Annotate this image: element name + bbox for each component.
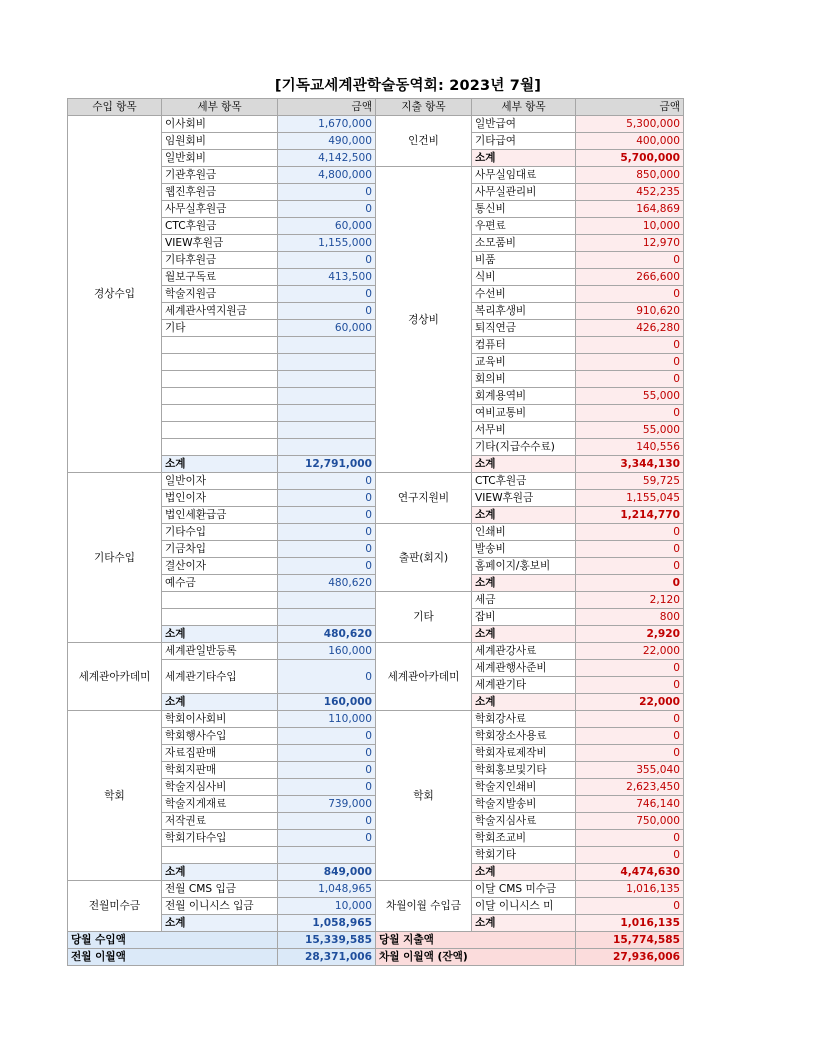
income-item-label: CTC후원금 bbox=[162, 218, 278, 235]
income-item-amount: 0 bbox=[278, 830, 376, 847]
expense-item-amount: 0 bbox=[576, 677, 684, 694]
expense-item-label: 컴퓨터 bbox=[472, 337, 576, 354]
income-item-amount: 0 bbox=[278, 184, 376, 201]
income-amount-header: 금액 bbox=[278, 99, 376, 116]
income-item-amount: 0 bbox=[278, 303, 376, 320]
expense-subtotal-amount: 4,474,630 bbox=[576, 864, 684, 881]
income-total-label: 당월 수입액 bbox=[68, 932, 278, 949]
expense-item-amount: 1,155,045 bbox=[576, 490, 684, 507]
expense-item-amount: 750,000 bbox=[576, 813, 684, 830]
income-total-label: 전월 이월액 bbox=[68, 949, 278, 966]
expense-item-label: 세금 bbox=[472, 592, 576, 609]
expense-item-amount: 2,120 bbox=[576, 592, 684, 609]
expense-item-label: 인쇄비 bbox=[472, 524, 576, 541]
expense-item-amount: 2,623,450 bbox=[576, 779, 684, 796]
income-item-label: 학회지판매 bbox=[162, 762, 278, 779]
expense-item-label: 여비교통비 bbox=[472, 405, 576, 422]
income-item-label bbox=[162, 337, 278, 354]
expense-subtotal-label: 소계 bbox=[472, 150, 576, 167]
expense-item-amount: 59,725 bbox=[576, 473, 684, 490]
income-item-label: 학회행사수입 bbox=[162, 728, 278, 745]
expense-subtotal-amount: 3,344,130 bbox=[576, 456, 684, 473]
expense-item-amount: 355,040 bbox=[576, 762, 684, 779]
income-item-label: 세계관기타수입 bbox=[162, 660, 278, 694]
expense-item-label: 학술지인쇄비 bbox=[472, 779, 576, 796]
income-item-label: 월보구독료 bbox=[162, 269, 278, 286]
income-item-label: 이사회비 bbox=[162, 116, 278, 133]
expense-item-amount: 0 bbox=[576, 371, 684, 388]
income-item-amount: 10,000 bbox=[278, 898, 376, 915]
income-item-label: 저작권료 bbox=[162, 813, 278, 830]
income-item-label: VIEW후원금 bbox=[162, 235, 278, 252]
income-category-cell: 기타수입 bbox=[68, 473, 162, 643]
expense-item-amount: 0 bbox=[576, 354, 684, 371]
expense-item-label: 기타급여 bbox=[472, 133, 576, 150]
expense-item-label: 교육비 bbox=[472, 354, 576, 371]
income-category-cell: 경상수입 bbox=[68, 116, 162, 473]
expense-item-amount: 0 bbox=[576, 847, 684, 864]
expense-item-label: 발송비 bbox=[472, 541, 576, 558]
expense-item-label: 학술지심사료 bbox=[472, 813, 576, 830]
income-item-label: 임원회비 bbox=[162, 133, 278, 150]
expense-item-amount: 5,300,000 bbox=[576, 116, 684, 133]
expense-item-amount: 55,000 bbox=[576, 388, 684, 405]
income-item-label: 전월 이니시스 입금 bbox=[162, 898, 278, 915]
income-item-label: 결산이자 bbox=[162, 558, 278, 575]
expense-item-amount: 0 bbox=[576, 898, 684, 915]
expense-item-label: 학회기타 bbox=[472, 847, 576, 864]
expense-item-amount: 0 bbox=[576, 558, 684, 575]
expense-item-label: 이달 CMS 미수금 bbox=[472, 881, 576, 898]
income-subtotal-amount: 849,000 bbox=[278, 864, 376, 881]
expense-subtotal-amount: 1,214,770 bbox=[576, 507, 684, 524]
expense-item-label: 우편료 bbox=[472, 218, 576, 235]
expense-category-cell: 세계관아카데미 bbox=[376, 643, 472, 711]
expense-item-label: 세계관행사준비 bbox=[472, 660, 576, 677]
ledger-body bbox=[68, 99, 684, 966]
expense-item-amount: 0 bbox=[576, 286, 684, 303]
income-item-label: 학회이사회비 bbox=[162, 711, 278, 728]
income-category-cell: 세계관아카데미 bbox=[68, 643, 162, 711]
expense-item-amount: 0 bbox=[576, 711, 684, 728]
income-item-label: 일반회비 bbox=[162, 150, 278, 167]
income-item-amount: 0 bbox=[278, 252, 376, 269]
expense-item-amount: 800 bbox=[576, 609, 684, 626]
expense-item-label: 통신비 bbox=[472, 201, 576, 218]
income-item-amount: 160,000 bbox=[278, 643, 376, 660]
income-item-amount: 0 bbox=[278, 745, 376, 762]
income-subtotal-label: 소계 bbox=[162, 456, 278, 473]
income-subtotal-label: 소계 bbox=[162, 915, 278, 932]
income-item-amount: 490,000 bbox=[278, 133, 376, 150]
expense-item-amount: 0 bbox=[576, 830, 684, 847]
income-item-amount: 0 bbox=[278, 524, 376, 541]
income-subtotal-amount: 160,000 bbox=[278, 694, 376, 711]
expense-item-amount: 452,235 bbox=[576, 184, 684, 201]
income-item-label bbox=[162, 388, 278, 405]
income-item-label: 일반이자 bbox=[162, 473, 278, 490]
expense-subtotal-label: 소계 bbox=[472, 507, 576, 524]
income-item-amount: 0 bbox=[278, 762, 376, 779]
expense-total-label: 차월 이월액 (잔액) bbox=[376, 949, 576, 966]
income-item-label: 기타후원금 bbox=[162, 252, 278, 269]
expense-item-amount: 0 bbox=[576, 728, 684, 745]
expense-item-label: 세계관기타 bbox=[472, 677, 576, 694]
expense-category-cell: 인건비 bbox=[376, 116, 472, 167]
expense-item-amount: 12,970 bbox=[576, 235, 684, 252]
income-item-label: 세계관일반등록 bbox=[162, 643, 278, 660]
expense-category-cell: 학회 bbox=[376, 711, 472, 881]
expense-item-label: 일반급여 bbox=[472, 116, 576, 133]
income-item-amount bbox=[278, 847, 376, 864]
expense-subtotal-label: 소계 bbox=[472, 456, 576, 473]
income-item-label: 사무실후원금 bbox=[162, 201, 278, 218]
expense-item-amount: 0 bbox=[576, 337, 684, 354]
income-item-amount: 110,000 bbox=[278, 711, 376, 728]
expense-category-cell: 경상비 bbox=[376, 167, 472, 473]
table-row bbox=[68, 881, 684, 898]
expense-subtotal-label: 소계 bbox=[472, 694, 576, 711]
expense-item-amount: 0 bbox=[576, 405, 684, 422]
expense-subtotal-label: 소계 bbox=[472, 575, 576, 592]
income-item-label: 학술지원금 bbox=[162, 286, 278, 303]
income-subtotal-label: 소계 bbox=[162, 626, 278, 643]
expense-item-label: 소모품비 bbox=[472, 235, 576, 252]
income-category-header: 수입 항목 bbox=[68, 99, 162, 116]
income-item-amount: 1,155,000 bbox=[278, 235, 376, 252]
expense-item-label: 학회장소사용료 bbox=[472, 728, 576, 745]
expense-item-label: 학회조교비 bbox=[472, 830, 576, 847]
expense-item-amount: 426,280 bbox=[576, 320, 684, 337]
income-subtotal-amount: 480,620 bbox=[278, 626, 376, 643]
income-item-amount: 0 bbox=[278, 490, 376, 507]
income-item-amount bbox=[278, 422, 376, 439]
income-item-amount: 0 bbox=[278, 473, 376, 490]
expense-item-amount: 22,000 bbox=[576, 643, 684, 660]
income-item-amount bbox=[278, 609, 376, 626]
expense-item-amount: 0 bbox=[576, 252, 684, 269]
income-item-label bbox=[162, 354, 278, 371]
expense-subtotal-label: 소계 bbox=[472, 626, 576, 643]
income-item-label: 법인이자 bbox=[162, 490, 278, 507]
expense-item-amount: 0 bbox=[576, 745, 684, 762]
expense-item-label: 회계용역비 bbox=[472, 388, 576, 405]
income-item-label: 학술지게재료 bbox=[162, 796, 278, 813]
expense-total-amount: 15,774,585 bbox=[576, 932, 684, 949]
income-item-amount: 0 bbox=[278, 541, 376, 558]
income-subtotal-label: 소계 bbox=[162, 864, 278, 881]
expense-item-amount: 140,556 bbox=[576, 439, 684, 456]
expense-item-label: 홈페이지/홍보비 bbox=[472, 558, 576, 575]
income-item-amount bbox=[278, 592, 376, 609]
income-item-amount: 413,500 bbox=[278, 269, 376, 286]
income-item-amount: 4,800,000 bbox=[278, 167, 376, 184]
income-item-amount: 0 bbox=[278, 813, 376, 830]
expense-item-label: VIEW후원금 bbox=[472, 490, 576, 507]
income-item-label bbox=[162, 592, 278, 609]
income-item-label bbox=[162, 439, 278, 456]
expense-total-label: 당월 지출액 bbox=[376, 932, 576, 949]
income-item-amount: 0 bbox=[278, 286, 376, 303]
income-item-label: 학술지심사비 bbox=[162, 779, 278, 796]
income-item-amount: 60,000 bbox=[278, 218, 376, 235]
income-item-amount bbox=[278, 354, 376, 371]
expense-item-label: 학회홍보및기타 bbox=[472, 762, 576, 779]
table-row bbox=[68, 711, 684, 728]
income-item-amount: 4,142,500 bbox=[278, 150, 376, 167]
income-subtotal-amount: 1,058,965 bbox=[278, 915, 376, 932]
expense-item-label: 학회자료제작비 bbox=[472, 745, 576, 762]
expense-item-amount: 266,600 bbox=[576, 269, 684, 286]
income-category-cell: 전월미수금 bbox=[68, 881, 162, 932]
income-item-amount: 480,620 bbox=[278, 575, 376, 592]
income-item-amount: 60,000 bbox=[278, 320, 376, 337]
expense-item-label: 식비 bbox=[472, 269, 576, 286]
income-item-label bbox=[162, 371, 278, 388]
expense-subtotal-amount: 5,700,000 bbox=[576, 150, 684, 167]
income-item-amount bbox=[278, 371, 376, 388]
expense-item-label: 이달 이니시스 미 bbox=[472, 898, 576, 915]
totals-row bbox=[68, 949, 684, 966]
income-item-amount: 0 bbox=[278, 660, 376, 694]
income-item-amount bbox=[278, 388, 376, 405]
income-total-amount: 15,339,585 bbox=[278, 932, 376, 949]
expense-item-amount: 10,000 bbox=[576, 218, 684, 235]
income-item-amount: 0 bbox=[278, 201, 376, 218]
expense-item-amount: 0 bbox=[576, 524, 684, 541]
table-row bbox=[68, 473, 684, 490]
expense-category-header: 지출 항목 bbox=[376, 99, 472, 116]
expense-category-cell: 출판(회지) bbox=[376, 524, 472, 592]
expense-item-label: 사무실임대료 bbox=[472, 167, 576, 184]
income-item-label bbox=[162, 422, 278, 439]
expense-item-label: 학회강사료 bbox=[472, 711, 576, 728]
income-subtotal-label: 소계 bbox=[162, 694, 278, 711]
expense-detail-header: 세부 항목 bbox=[472, 99, 576, 116]
expense-item-label: 서무비 bbox=[472, 422, 576, 439]
expense-item-label: 회의비 bbox=[472, 371, 576, 388]
expense-category-cell: 기타 bbox=[376, 592, 472, 643]
income-item-label: 웹진후원금 bbox=[162, 184, 278, 201]
expense-subtotal-amount: 0 bbox=[576, 575, 684, 592]
expense-total-amount: 27,936,006 bbox=[576, 949, 684, 966]
income-item-label bbox=[162, 609, 278, 626]
expense-item-label: 수선비 bbox=[472, 286, 576, 303]
expense-item-label: 복리후생비 bbox=[472, 303, 576, 320]
income-total-amount: 28,371,006 bbox=[278, 949, 376, 966]
income-item-label: 전월 CMS 입금 bbox=[162, 881, 278, 898]
expense-item-amount: 164,869 bbox=[576, 201, 684, 218]
expense-item-label: 세계관강사료 bbox=[472, 643, 576, 660]
expense-item-amount: 400,000 bbox=[576, 133, 684, 150]
income-item-amount bbox=[278, 439, 376, 456]
expense-item-label: CTC후원금 bbox=[472, 473, 576, 490]
expense-category-cell: 연구지원비 bbox=[376, 473, 472, 524]
income-item-amount: 1,670,000 bbox=[278, 116, 376, 133]
expense-item-amount: 910,620 bbox=[576, 303, 684, 320]
expense-item-amount: 850,000 bbox=[576, 167, 684, 184]
income-item-label: 세계관사역지원금 bbox=[162, 303, 278, 320]
expense-subtotal-amount: 22,000 bbox=[576, 694, 684, 711]
income-item-label: 기금차입 bbox=[162, 541, 278, 558]
income-item-amount: 0 bbox=[278, 779, 376, 796]
expense-item-amount: 1,016,135 bbox=[576, 881, 684, 898]
expense-item-label: 퇴직연금 bbox=[472, 320, 576, 337]
expense-amount-header: 금액 bbox=[576, 99, 684, 116]
totals-row bbox=[68, 932, 684, 949]
table-row bbox=[68, 643, 684, 660]
income-item-amount: 739,000 bbox=[278, 796, 376, 813]
income-item-amount: 0 bbox=[278, 728, 376, 745]
expense-subtotal-label: 소계 bbox=[472, 864, 576, 881]
expense-subtotal-amount: 1,016,135 bbox=[576, 915, 684, 932]
income-detail-header: 세부 항목 bbox=[162, 99, 278, 116]
income-item-label: 기관후원금 bbox=[162, 167, 278, 184]
income-item-label: 예수금 bbox=[162, 575, 278, 592]
income-category-cell: 학회 bbox=[68, 711, 162, 881]
expense-subtotal-amount: 2,920 bbox=[576, 626, 684, 643]
expense-subtotal-label: 소계 bbox=[472, 915, 576, 932]
expense-item-label: 잡비 bbox=[472, 609, 576, 626]
income-item-amount: 0 bbox=[278, 558, 376, 575]
income-item-label bbox=[162, 847, 278, 864]
ledger-table bbox=[67, 98, 684, 966]
income-item-label: 학회기타수입 bbox=[162, 830, 278, 847]
income-item-label: 자료집판매 bbox=[162, 745, 278, 762]
income-item-label: 법인세환급금 bbox=[162, 507, 278, 524]
header-row bbox=[68, 99, 684, 116]
income-subtotal-amount: 12,791,000 bbox=[278, 456, 376, 473]
expense-item-label: 비품 bbox=[472, 252, 576, 269]
income-item-label bbox=[162, 405, 278, 422]
income-item-amount: 1,048,965 bbox=[278, 881, 376, 898]
income-item-label: 기타 bbox=[162, 320, 278, 337]
expense-item-amount: 0 bbox=[576, 660, 684, 677]
expense-item-label: 사무실관리비 bbox=[472, 184, 576, 201]
expense-item-amount: 746,140 bbox=[576, 796, 684, 813]
table-row bbox=[68, 116, 684, 133]
expense-item-label: 학술지발송비 bbox=[472, 796, 576, 813]
expense-item-amount: 0 bbox=[576, 541, 684, 558]
expense-item-amount: 55,000 bbox=[576, 422, 684, 439]
expense-item-label: 기타(지급수수료) bbox=[472, 439, 576, 456]
page-title: [기독교세계관학술동역회: 2023년 7월] bbox=[274, 78, 542, 94]
expense-category-cell: 차월이월 수입금 bbox=[376, 881, 472, 932]
income-item-amount bbox=[278, 337, 376, 354]
income-item-label: 기타수입 bbox=[162, 524, 278, 541]
income-item-amount: 0 bbox=[278, 507, 376, 524]
income-item-amount bbox=[278, 405, 376, 422]
